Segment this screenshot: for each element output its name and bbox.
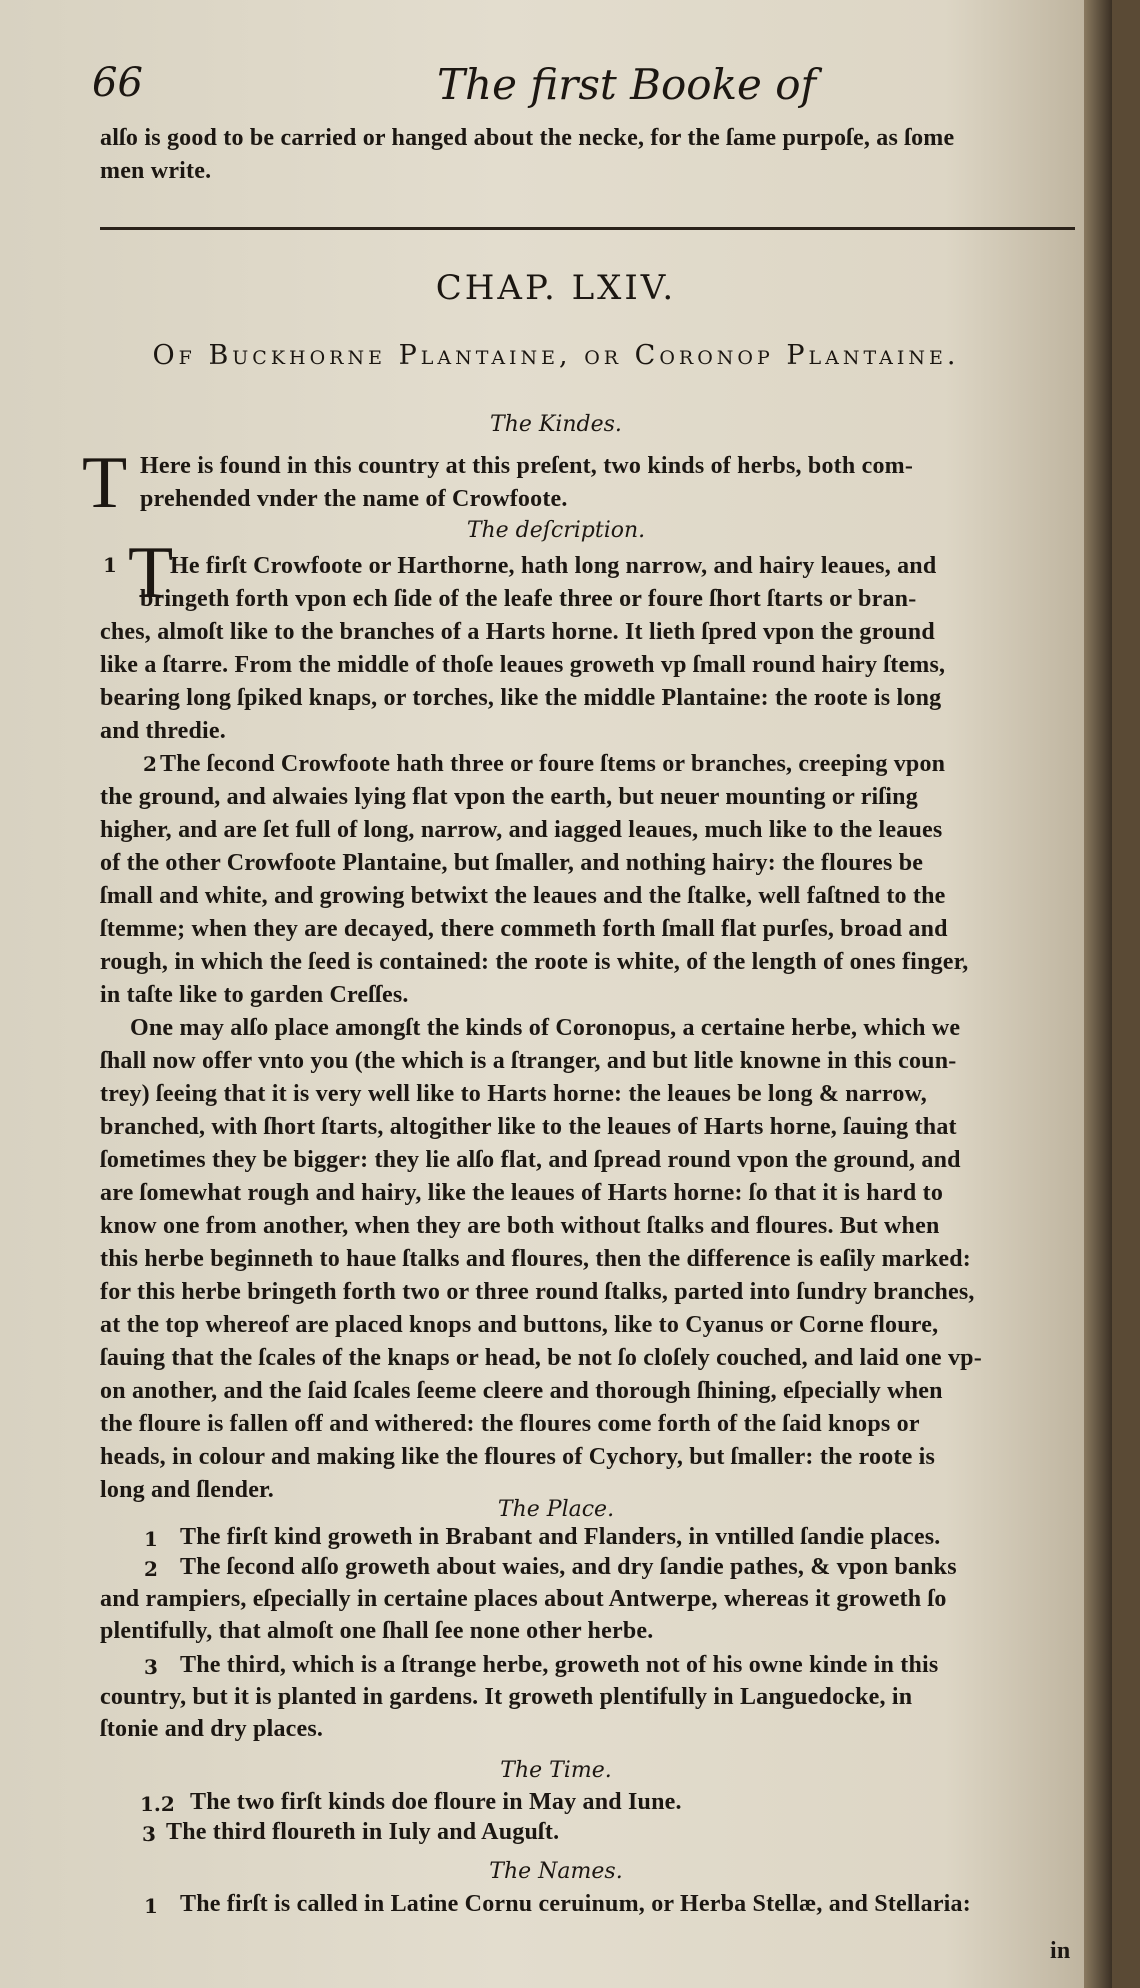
drop-cap: T <box>82 442 128 524</box>
text-line: know one from another, when they are both without ſtalks and floures. But when <box>100 1213 940 1239</box>
description-paragraph-3 <box>100 1012 1080 1507</box>
paragraph-number: 1.2 <box>140 1792 175 1816</box>
section-heading-time: The Time. <box>500 1758 612 1783</box>
intro-line: alſo is good to be carried or hanged about the necke, for the ſame purpoſe, as ſome <box>100 125 955 151</box>
text-line: branched, with ſhort ſtarts, altogither like to the leaues of Harts horne, ſauing that <box>100 1114 957 1140</box>
text-line: the floure is fallen off and withered: the floures come forth of the ſaid knops or <box>100 1411 920 1437</box>
text-line: and thredie. <box>100 718 226 744</box>
paragraph-number: 2 <box>143 752 157 776</box>
text-line: higher, and are ſet full of long, narrow, and iagged leaues, much like to the leaues <box>100 817 943 843</box>
text-line: trey) ſeeing that it is very well like to Harts horne: the leaues be long & narrow, <box>100 1081 927 1107</box>
text-line: He firſt Crowfoote or Harthorne, hath long narrow, and hairy leaues, and <box>170 553 937 579</box>
description-paragraph-2 <box>100 748 1080 1012</box>
paragraph-number: 3 <box>142 1822 156 1846</box>
paragraph-number: 1 <box>144 1894 158 1918</box>
text-line: prehended vnder the name of Crowfoote. <box>140 486 568 512</box>
drop-cap: T <box>128 532 174 614</box>
text-line: ſhall now offer vnto you (the which is a ſtranger, and but litle knowne in this coun‑ <box>100 1048 957 1074</box>
text-line: ſometimes they be bigger: they lie alſo flat, and ſpread round vpon the ground, and <box>100 1147 961 1173</box>
section-heading-description: The deſcription. <box>466 518 646 543</box>
text-line: rough, in which the ſeed is contained: the roote is white, of the length of ones finger, <box>100 949 969 975</box>
paragraph-number: 3 <box>144 1655 158 1679</box>
text-line: ſmall and white, and growing betwixt the leaues and the ſtalke, well faſtned to the <box>100 883 946 909</box>
paragraph-number: 1 <box>144 1527 158 1551</box>
catchword: in <box>1050 1938 1071 1964</box>
text-line: the ground, and alwaies lying flat vpon the earth, but neuer mounting or riſing <box>100 784 918 810</box>
chapter-heading: CHAP. LXIV. <box>435 268 677 308</box>
text-line: Here is found in this country at this preſent, two kinds of herbs, both com‑ <box>140 453 914 479</box>
running-title: The first Booke of <box>437 60 817 109</box>
text-line: ſtemme; when they are decayed, there commeth forth ſmall flat purſes, broad and <box>100 916 948 942</box>
text-line: The ſecond alſo groweth about waies, and dry ſandie pathes, & vpon banks <box>180 1554 957 1580</box>
intro-line: men write. <box>100 158 212 184</box>
text-line: bringeth forth vpon ech ſide of the leafe three or foure ſhort ſtarts or bran‑ <box>140 586 917 612</box>
section-heading-place: The Place. <box>497 1497 615 1522</box>
section-heading-names: The Names. <box>489 1859 623 1884</box>
text-line: The firſt kind groweth in Brabant and Flanders, in vntilled ſandie places. <box>180 1524 941 1550</box>
text-line: on another, and the ſaid ſcales ſeeme cleere and thorough ſhining, eſpecially when <box>100 1378 943 1404</box>
page-number: 66 <box>92 60 143 106</box>
text-line: ches, almoſt like to the branches of a Harts horne. It lieth ſpred vpon the ground <box>100 619 935 645</box>
text-line: bearing long ſpiked knaps, or torches, like the middle Plantaine: the roote is long <box>100 685 942 711</box>
description-paragraph-1 <box>100 550 1080 748</box>
text-line: heads, in colour and making like the floures of Cychory, but ſmaller: the roote is <box>100 1444 936 1470</box>
page-header <box>92 60 1072 120</box>
text-line: are ſomewhat rough and hairy, like the leaues of Harts horne: ſo that it is hard to <box>100 1180 944 1206</box>
text-line: plentifully, that almoſt one ſhall ſee none other herbe. <box>100 1618 654 1644</box>
text-line: The firſt is called in Latine Cornu ceruinum, or Herba Stellæ, and Stellaria: <box>180 1891 971 1917</box>
text-line: The two firſt kinds doe floure in May and Iune. <box>190 1789 682 1815</box>
text-line: The ſecond Crowfoote hath three or foure ſtems or branches, creeping vpon <box>160 751 946 777</box>
text-line: One may alſo place amongſt the kinds of Coronopus, a certaine herbe, which we <box>130 1015 961 1041</box>
text-line: like a ſtarre. From the middle of thoſe leaues groweth vp ſmall round hairy ſtems, <box>100 652 946 678</box>
paragraph-number: 1 <box>103 553 117 577</box>
text-line: long and ſlender. <box>100 1477 274 1503</box>
text-line: in taſte like to garden Creſſes. <box>100 982 409 1008</box>
text-line: of the other Crowfoote Plantaine, but ſmaller, and nothing hairy: the floures be <box>100 850 924 876</box>
text-line: The third floureth in Iuly and Auguſt. <box>166 1819 560 1845</box>
paragraph-number: 2 <box>144 1557 158 1581</box>
chapter-subtitle: Of Buckhorne Plantaine, or Coronop Plantaine. <box>152 340 960 371</box>
text-line: country, but it is planted in gardens. It groweth plentifully in Languedocke, in <box>100 1684 913 1710</box>
text-line: and rampiers, eſpecially in certaine places about Antwerpe, whereas it groweth ſo <box>100 1586 947 1612</box>
section-heading-kinds: The Kindes. <box>490 412 622 437</box>
text-line: at the top whereof are placed knops and buttons, like to Cyanus or Corne floure, <box>100 1312 939 1338</box>
section-divider <box>100 227 1075 230</box>
text-line: The third, which is a ſtrange herbe, groweth not of his owne kinde in this <box>180 1652 939 1678</box>
text-line: this herbe beginneth to haue ſtalks and floures, then the difference is eaſily marked: <box>100 1246 971 1272</box>
text-line: ſtonie and dry places. <box>100 1716 324 1742</box>
text-line: ſauing that the ſcales of the knaps or head, be not ſo cloſely couched, and laid one vp‑ <box>100 1345 982 1371</box>
text-line: for this herbe bringeth forth two or three round ſtalks, parted into ſundry branches, <box>100 1279 975 1305</box>
